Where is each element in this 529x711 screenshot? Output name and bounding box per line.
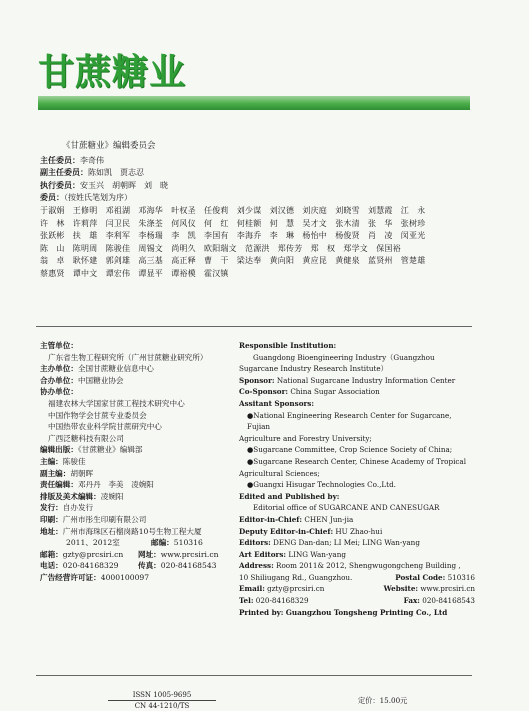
editorial-committee: [40, 140, 472, 281]
divider-bottom: [36, 675, 472, 676]
cn-assist-item: 广西泛糖科技有限公司: [48, 433, 124, 443]
member-row: 蔡惠贤 谭中文 谭宏伟 谭显平 谭裕模 霍汉镇: [40, 268, 229, 278]
divider-top: [36, 326, 472, 327]
cn-chief-editor: 主编：陈骏佳: [40, 456, 86, 466]
committee-title: 《甘蔗糖业》编辑委员会: [62, 141, 156, 151]
journal-logo: 甘蔗糖业: [38, 52, 187, 93]
cn-cosponsor: 合办单位：中国糖业协会: [40, 375, 124, 385]
member-row: 许 林 许莉萍 闫卫民 朱涤荃 何风仪 何 红 何桂额 何 慧 吴才文 张木清 张 华 张树珍: [40, 218, 426, 228]
cn-assist-item: 中国热带农业科学院甘蔗研究中心: [48, 422, 162, 432]
cn-assist-item: 中国作物学会甘蔗专业委员会: [48, 410, 147, 420]
en-assist-item-cont: Agriculture and Forestry University;: [239, 433, 372, 443]
cn-deputy-editor: 副主编：胡朝晖: [40, 468, 94, 478]
publication-info-english: [239, 340, 475, 618]
publication-info-chinese: [40, 340, 236, 583]
committee-director: 主任委员：李奇伟: [40, 155, 104, 165]
en-email-web: Email: gzty@prcsiri.cn Website: www.prcsiri.cn: [239, 584, 475, 594]
member-row: 张跃彬 扶 雄 李利军 李杨瑞 李 凯 李国有 李海乔 李 琳 杨怡中 杨俊贤 肖 凌 闵亚光: [40, 231, 426, 241]
cn-editors: 责任编辑：邓丹丹 李美 凌婉阳: [40, 480, 154, 490]
cn-assist-item: 福建农林大学国家甘蔗工程技术研究中心: [48, 398, 185, 408]
en-assist-item: ●National Engineering Research Center for Sugarcane, Fujian: [247, 410, 452, 432]
en-resp-1: Guangdong Bioengineering Industry（Guangzhou: [253, 352, 435, 362]
cn-address-postcode: 2011、2012室 邮编：510316: [66, 538, 203, 548]
member-row: 于淑娟 王修明 邓祖湖 邓海华 叶权圣 任俊莉 刘少谋 刘汉德 刘庆庭 刘晓雪 刘慧霞 江 永: [40, 205, 426, 215]
committee-members-heading: 委员：（按姓氏笔划为序）: [40, 193, 132, 203]
en-resp-label: Responsible Institution:: [239, 341, 337, 350]
issn-number: ISSN 1005-9695: [108, 690, 216, 701]
en-address-postcode: 10 Shiliugang Rd., Guangzhou. Postal Code: 510316: [239, 572, 475, 582]
issn-block: [108, 690, 216, 711]
cn-sponsor: 主办单位：全国甘蔗糖业信息中心: [40, 364, 154, 374]
en-assist-item-cont: Agricultural Sciences;: [239, 468, 320, 478]
cn-number: CN 44-1210/TS: [134, 702, 190, 710]
en-cosponsor: Co-Sponsor: China Sugar Association: [239, 387, 380, 397]
en-sponsor: Sponsor: National Sugarcane Industry Information Center: [239, 375, 456, 385]
logo-green-bar: [38, 96, 470, 110]
en-edpub: Editorial office of SUGARCANE AND CANESUGAR: [253, 503, 440, 513]
cn-supervisor: 广东省生物工程研究所（广州甘蔗糖业研究所）: [48, 352, 208, 362]
en-assist-item: ●Sugarcane Committee, Crop Science Society of China;: [247, 445, 453, 455]
en-tel-fax: Tel: 020-84168329 Fax: 020-84168543: [239, 596, 475, 606]
cn-ad-license: 广告经营许可证：4000100097: [40, 572, 150, 582]
cn-edit-publish: 编辑出版：《甘蔗糖业》编辑部: [40, 445, 143, 455]
price-label: 定价：15.00元: [358, 696, 408, 705]
en-art-editors: Art Editors: LING Wan-yang: [239, 549, 346, 559]
cn-address: 地址：广州市海珠区石榴岗路10号生物工程大厦: [40, 526, 202, 536]
committee-executive: 执行委员：安玉兴 胡朝晖 刘 晓: [40, 180, 168, 190]
member-row: 翁 卓 耿怀建 郭剑雄 高三基 高正释 曹 干 梁达奉 黄向阳 黄应昆 黄健泉 蓝贤州 管楚雄: [40, 256, 426, 266]
cn-distribution: 发行：自办发行: [40, 503, 94, 513]
committee-vice-director: 副主任委员：陈如凯 贾志忍: [40, 168, 144, 178]
cn-email-web: 邮箱：gzty@prcsiri.cn 网址：www.prcsiri.cn: [40, 549, 219, 559]
cn-tel-fax: 电话：020-84168329 传真：020-84168543: [40, 561, 217, 571]
en-editors: Editors: DENG Dan-dan; LI Mei; LING Wan-yang: [239, 538, 420, 548]
cn-assist-label: 协办单位：: [40, 387, 78, 397]
en-assist-item: ●Sugarcane Research Center, Chinese Academy of Tropical: [247, 456, 467, 466]
en-printer: Printed by: Guangzhou Tongsheng Printing Co., Ltd: [239, 607, 448, 617]
en-assist-label: Assitant Sponsors:: [239, 398, 314, 408]
committee-member-list: [40, 205, 472, 281]
cn-art-editor: 排版及美术编辑：凌婉阳: [40, 491, 124, 501]
en-address: Address: Room 2011& 2012, Shengwugongcheng Building ,: [239, 561, 461, 571]
en-chief-editor: Editor-in-Chief: CHEN Jun-jia: [239, 514, 354, 524]
en-assist-item: ●Guangxi Hisugar Technologies Co.,Ltd.: [247, 480, 396, 490]
en-edpub-label: Edited and Published by:: [239, 491, 340, 501]
en-resp-2: Sugarcane Industry Research Institute）: [239, 364, 388, 374]
member-row: 陈 山 陈明周 陈骏佳 周锡文 尚明久 欧阳瑞文 范源洪 郑传芳 郑 权 郑学文 保国裕: [40, 243, 401, 253]
en-deputy-editor: Deputy Editor-in-Chief: HU Zhao-hui: [239, 526, 383, 536]
cn-printer: 印刷：广州市彤生印刷有限公司: [40, 514, 147, 524]
cn-supervisor-label: 主管单位：: [40, 341, 78, 350]
